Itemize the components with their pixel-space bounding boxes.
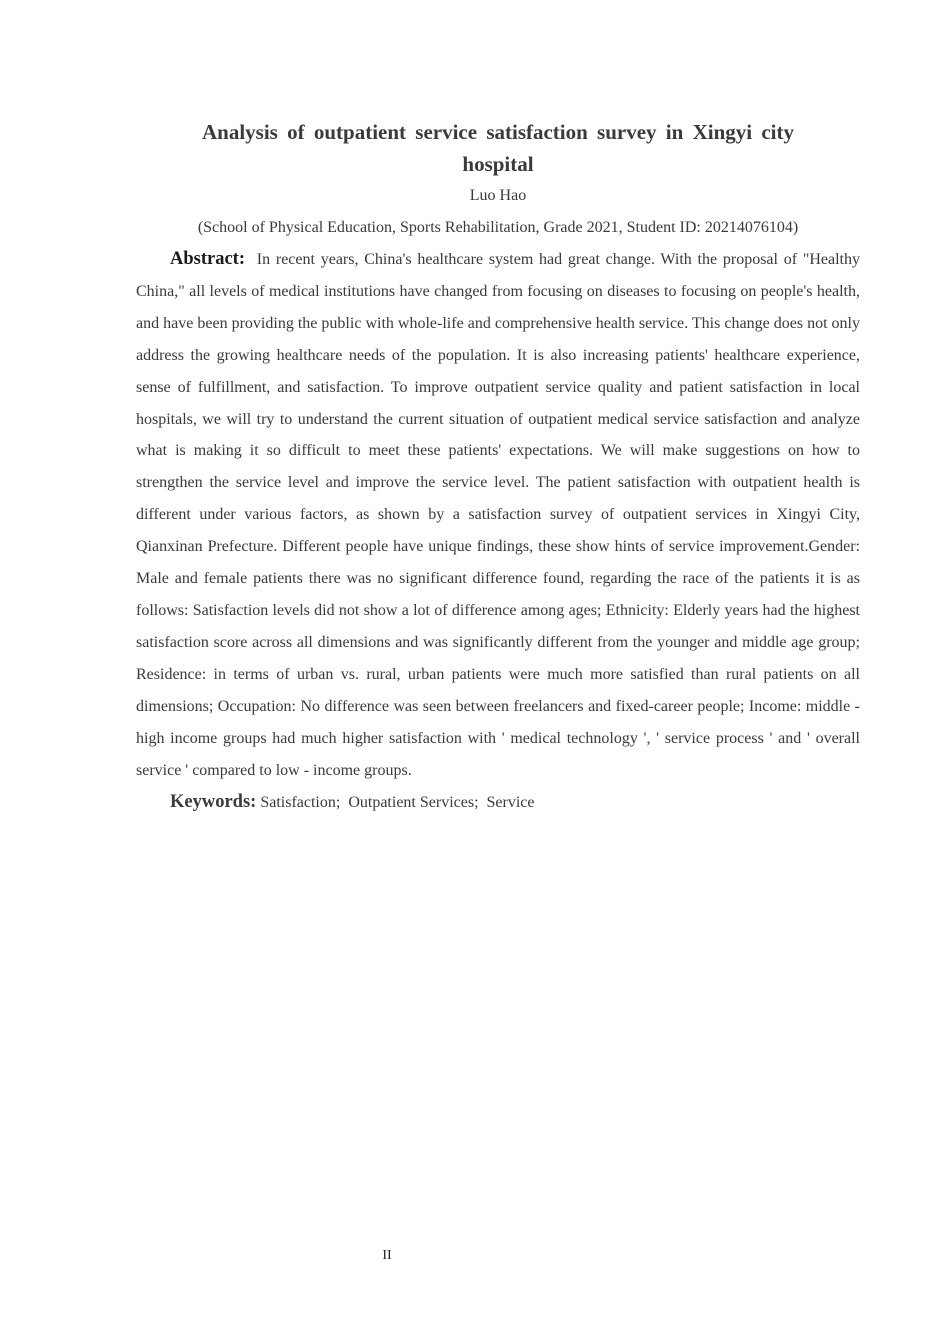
author-name: Luo Hao bbox=[469, 187, 527, 204]
keyword-separator: ; bbox=[474, 794, 487, 811]
abstract-text: In recent years, China's healthcare system had great change. With the proposal of "Healthy China," all levels of medical institutions have changed from focusing on diseases to focusing on people's health, and have been providing the public with whole-life and comprehensive health service. This change does not only address the growing healthcare needs of the population. It is also increasing patients' healthcare experience, sense of fulfillment, and satisfaction. To improve outpatient service quality and patient satisfaction in local hospitals, we will try to understand the current situation of outpatient medical service satisfaction and analyze what is making it so difficult to meet these patients' expectations. We will make suggestions on how to strengthen the service level and improve the service level. The patient satisfaction with outpatient health is different under various factors, as shown by a satisfaction survey of outpatient services in Xingyi City, Qianxinan Prefecture. Different people have unique findings, these show hints of service improvement.Gender: Male and female patients there was no significant difference found, regarding the race of the patients it is as follows: Satisfaction levels did not show a lot of difference among ages; Ethnicity: Elderly years had the highest satisfaction score across all dimensions and was significantly different from the younger and middle age group; Residence: in terms of urban vs. rural, urban patients were much more satisfied than rural patients on all dimensions; Occupation: No difference was seen between freelancers and fixed-career people; Income: middle - high income groups had much higher satisfaction with ' medical technology ', ' service process ' and ' overall service ' compared to low - income groups. bbox=[136, 251, 860, 779]
keyword-separator: ; bbox=[335, 794, 349, 811]
abstract-label: Abstract: bbox=[170, 249, 246, 269]
paper-title: Analysis of outpatient service satisfaction survey in Xingyi city hospital bbox=[202, 120, 794, 176]
keywords-label: Keywords: bbox=[170, 792, 257, 812]
abstract-paragraph bbox=[136, 244, 860, 786]
author-affiliation: (School of Physical Education, Sports Rehabilitation, Grade 2021, Student ID: 20214076104) bbox=[197, 219, 799, 236]
page-number: II bbox=[382, 1248, 392, 1263]
keywords-line bbox=[136, 788, 860, 817]
keyword: Satisfaction bbox=[260, 794, 336, 811]
keyword: Outpatient Services bbox=[348, 794, 475, 811]
keyword: Service bbox=[486, 794, 535, 811]
